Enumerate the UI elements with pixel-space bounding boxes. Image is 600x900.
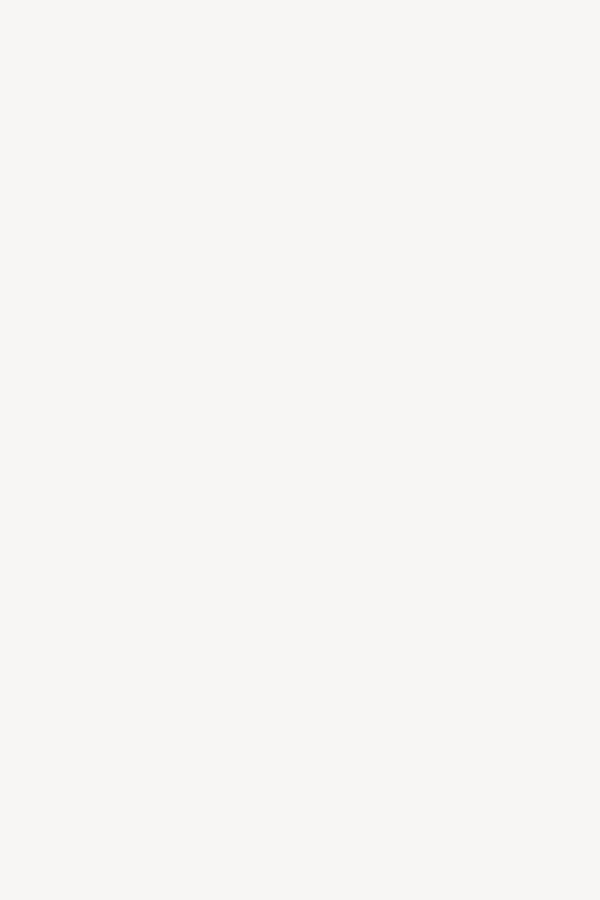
brand-logo xyxy=(8,4,183,84)
continued-line xyxy=(58,74,556,103)
document-body xyxy=(58,74,556,159)
section-title xyxy=(58,117,556,145)
